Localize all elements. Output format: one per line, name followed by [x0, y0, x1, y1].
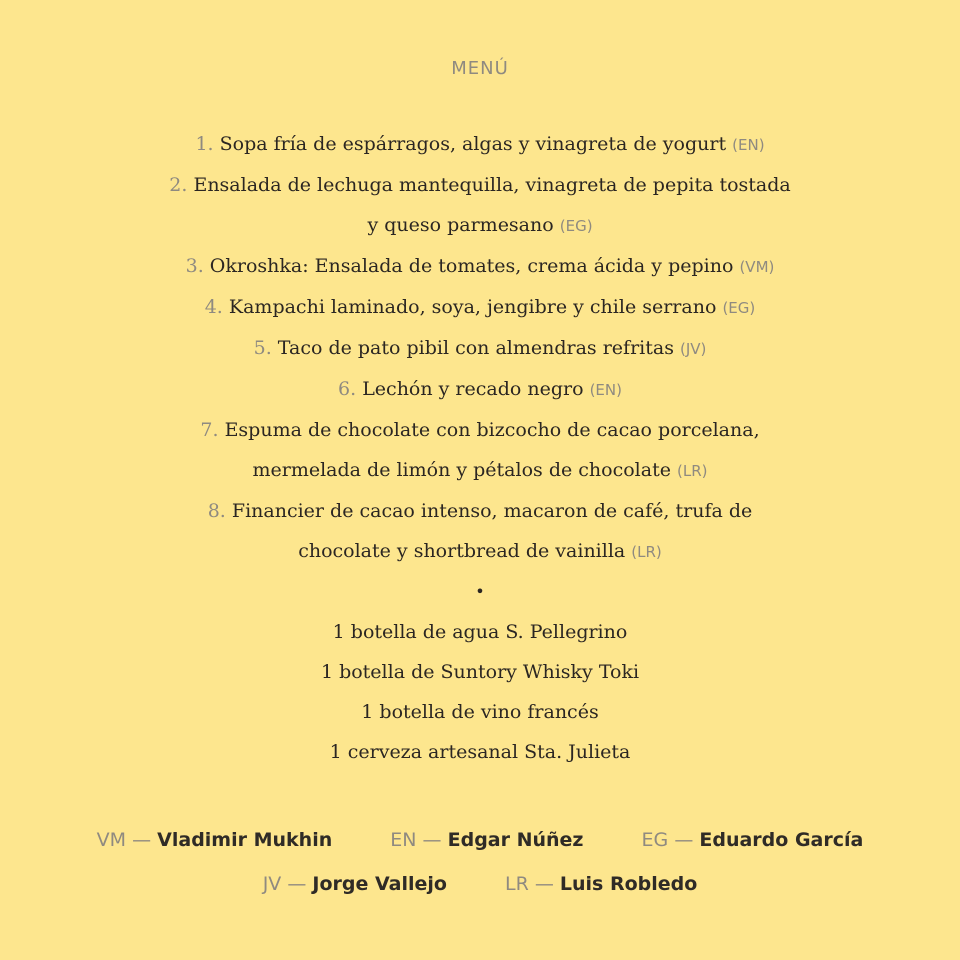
item-number: 7. — [200, 419, 219, 441]
menu-item-2-cont — [0, 205, 960, 246]
chef-initials: LR — — [505, 873, 554, 895]
chef-initials: EN — — [390, 829, 442, 851]
chef-initials: EG — — [641, 829, 694, 851]
legend-entry — [505, 862, 697, 906]
menu-item-8-cont — [0, 531, 960, 572]
legend-entry — [97, 818, 333, 862]
item-number: 2. — [169, 174, 188, 196]
item-text: Ensalada de lechuga mantequilla, vinagreta de pepita tostada — [193, 174, 791, 196]
menu-item-7 — [0, 410, 960, 450]
item-text: Okroshka: Ensalada de tomates, crema ácida y pepino — [209, 255, 734, 277]
menu-item-5 — [0, 328, 960, 369]
chef-initials: VM — — [96, 829, 152, 851]
item-number: 4. — [204, 296, 223, 318]
item-text: Lechón y recado negro — [362, 378, 584, 400]
drink-item: 1 botella de agua S. Pellegrino — [332, 621, 628, 643]
item-text: Espuma de chocolate con bizcocho de cacao porcelana, — [224, 419, 760, 441]
item-number: 1. — [195, 133, 214, 155]
chef-tag: (LR) — [677, 462, 708, 480]
drink-item: 1 cerveza artesanal Sta. Julieta — [329, 741, 631, 763]
menu-item-6 — [0, 369, 960, 410]
menu-title: MENÚ — [451, 58, 509, 79]
legend-row — [0, 862, 960, 906]
item-text: Financier de cacao intenso, macaron de café, trufa de — [231, 500, 753, 522]
item-text: mermelada de limón y pétalos de chocolate — [252, 459, 671, 481]
item-number: 8. — [207, 500, 226, 522]
item-number: 5. — [253, 337, 272, 359]
drink-item: 1 botella de Suntory Whisky Toki — [320, 661, 640, 683]
item-text: Kampachi laminado, soya, jengibre y chile serrano — [228, 296, 717, 318]
item-text: chocolate y shortbread de vainilla — [298, 540, 626, 562]
chef-tag: (LR) — [631, 543, 662, 561]
menu-item-1 — [0, 124, 960, 165]
legend-entry — [263, 862, 447, 906]
item-number: 6. — [338, 378, 357, 400]
chef-tag: (EG) — [559, 217, 593, 235]
menu-item-4 — [0, 287, 960, 328]
item-text: y queso parmesano — [367, 214, 554, 236]
menu-item-3 — [0, 246, 960, 287]
chef-name: Vladimir Mukhin — [157, 829, 333, 851]
chef-name: Eduardo García — [699, 829, 864, 851]
legend-entry — [642, 818, 864, 862]
chef-tag: (JV) — [680, 340, 707, 358]
menu-item-7-cont — [0, 450, 960, 491]
chef-name: Edgar Núñez — [447, 829, 584, 851]
legend-entry — [390, 818, 583, 862]
chef-name: Jorge Vallejo — [312, 873, 447, 895]
chef-name: Luis Robledo — [559, 873, 698, 895]
chef-tag: (EN) — [589, 381, 622, 399]
chef-initials: JV — — [262, 873, 307, 895]
section-separator: • — [475, 582, 485, 601]
item-text: Sopa fría de espárragos, algas y vinagreta de yogurt — [219, 133, 727, 155]
item-text: Taco de pato pibil con almendras refritas — [277, 337, 674, 359]
chef-tag: (EG) — [722, 299, 756, 317]
menu-item-2 — [0, 165, 960, 205]
chef-legend — [0, 818, 960, 906]
menu-list — [0, 124, 960, 772]
menu-item-8 — [0, 491, 960, 531]
legend-row — [0, 818, 960, 862]
item-number: 3. — [185, 255, 204, 277]
chef-tag: (VM) — [739, 258, 775, 276]
chef-tag: (EN) — [732, 136, 765, 154]
drink-item: 1 botella de vino francés — [361, 701, 599, 723]
